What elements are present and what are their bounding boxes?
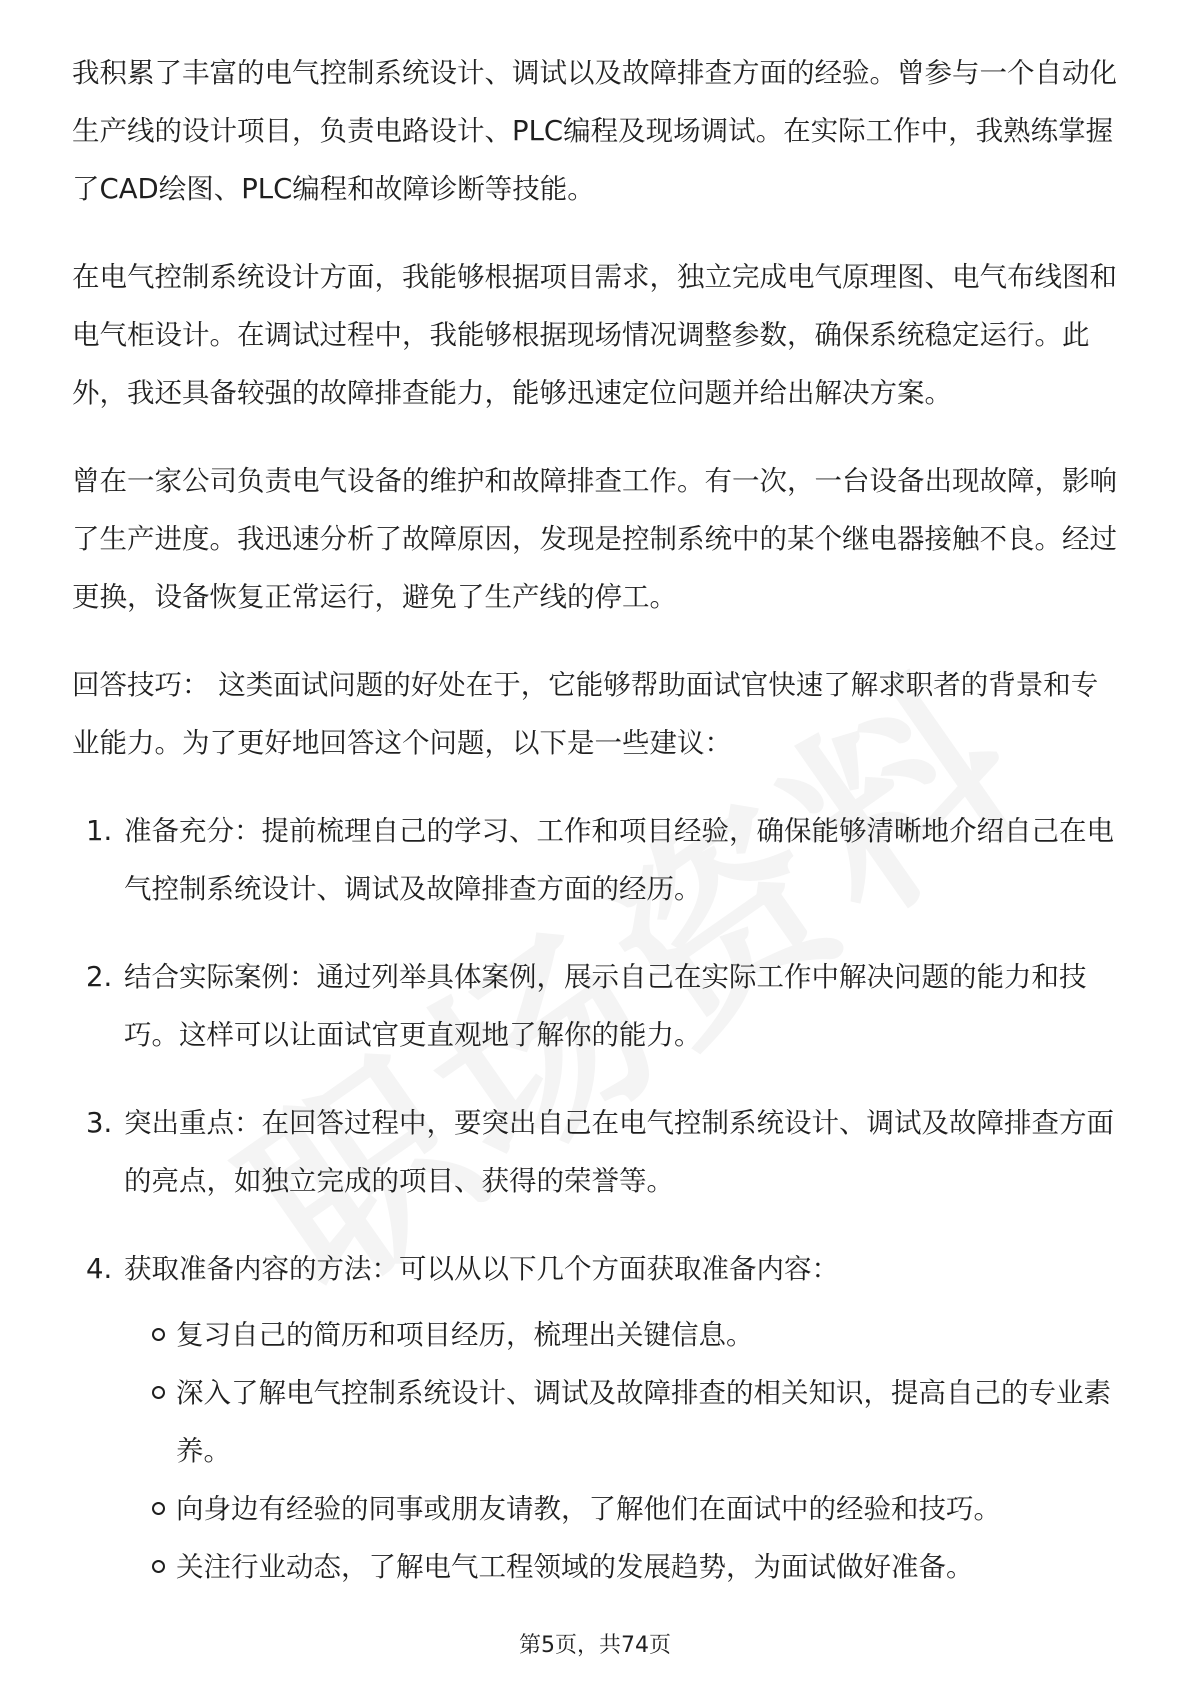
tips-list-item: [72, 1094, 1122, 1210]
sub-list-item: [124, 1306, 1122, 1364]
page-number-footer: 第5页，共74页: [519, 1633, 671, 1658]
circle-bullet-icon: [152, 1502, 165, 1515]
sub-list: [124, 1306, 1122, 1596]
paragraph-experience: 我积累了丰富的电气控制系统设计、调试以及故障排查方面的经验。曾参与一个自动化生产线的设计项目，负责电路设计、PLC编程及现场调试。在实际工作中，我熟练掌握了CAD绘图、PLC编程和故障诊断等技能。: [72, 57, 1117, 205]
tips-list: [72, 802, 1122, 1596]
circle-bullet-icon: [152, 1386, 165, 1399]
paragraph-answer-tips: 回答技巧： 这类面试问题的好处在于，它能够帮助面试官快速了解求职者的背景和专业能力。为了更好地回答这个问题，以下是一些建议：: [72, 669, 1099, 759]
tips-list-item: [72, 802, 1122, 918]
list-number: 1.: [86, 815, 113, 847]
document-body: [72, 44, 1122, 1626]
list-item-text: 准备充分：提前梳理自己的学习、工作和项目经验，确保能够清晰地介绍自己在电气控制系统设计、调试及故障排查方面的经历。: [124, 815, 1114, 905]
tips-list-item: [72, 1240, 1122, 1596]
list-item-text: 获取准备内容的方法：可以从以下几个方面获取准备内容：: [124, 1253, 839, 1285]
sub-list-item: [124, 1538, 1122, 1596]
sub-list-item-text: 关注行业动态，了解电气工程领域的发展趋势，为面试做好准备。: [176, 1551, 974, 1583]
tips-list-item: [72, 948, 1122, 1064]
sub-list-item: [124, 1364, 1122, 1480]
list-number: 3.: [86, 1107, 113, 1139]
sub-list-item-text: 复习自己的简历和项目经历，梳理出关键信息。: [176, 1319, 754, 1351]
circle-bullet-icon: [152, 1328, 165, 1341]
list-item-text: 突出重点：在回答过程中，要突出自己在电气控制系统设计、调试及故障排查方面的亮点，如独立完成的项目、获得的荣誉等。: [124, 1107, 1114, 1197]
list-number: 2.: [86, 961, 113, 993]
paragraph-case-example: 曾在一家公司负责电气设备的维护和故障排查工作。有一次，一台设备出现故障，影响了生产进度。我迅速分析了故障原因，发现是控制系统中的某个继电器接触不良。经过更换，设备恢复正常运行，避免了生产线的停工。: [72, 465, 1117, 613]
list-item-text: 结合实际案例：通过列举具体案例，展示自己在实际工作中解决问题的能力和技巧。这样可以让面试官更直观地了解你的能力。: [124, 961, 1087, 1051]
circle-bullet-icon: [152, 1560, 165, 1573]
sub-list-item-text: 向身边有经验的同事或朋友请教，了解他们在面试中的经验和技巧。: [176, 1493, 1001, 1525]
paragraph-design-ability: 在电气控制系统设计方面，我能够根据项目需求，独立完成电气原理图、电气布线图和电气柜设计。在调试过程中，我能够根据现场情况调整参数，确保系统稳定运行。此外，我还具备较强的故障排查能力，能够迅速定位问题并给出解决方案。: [72, 261, 1117, 409]
list-number: 4.: [86, 1253, 113, 1285]
sub-list-item-text: 深入了解电气控制系统设计、调试及故障排查的相关知识，提高自己的专业素养。: [176, 1377, 1111, 1467]
sub-list-item: [124, 1480, 1122, 1538]
